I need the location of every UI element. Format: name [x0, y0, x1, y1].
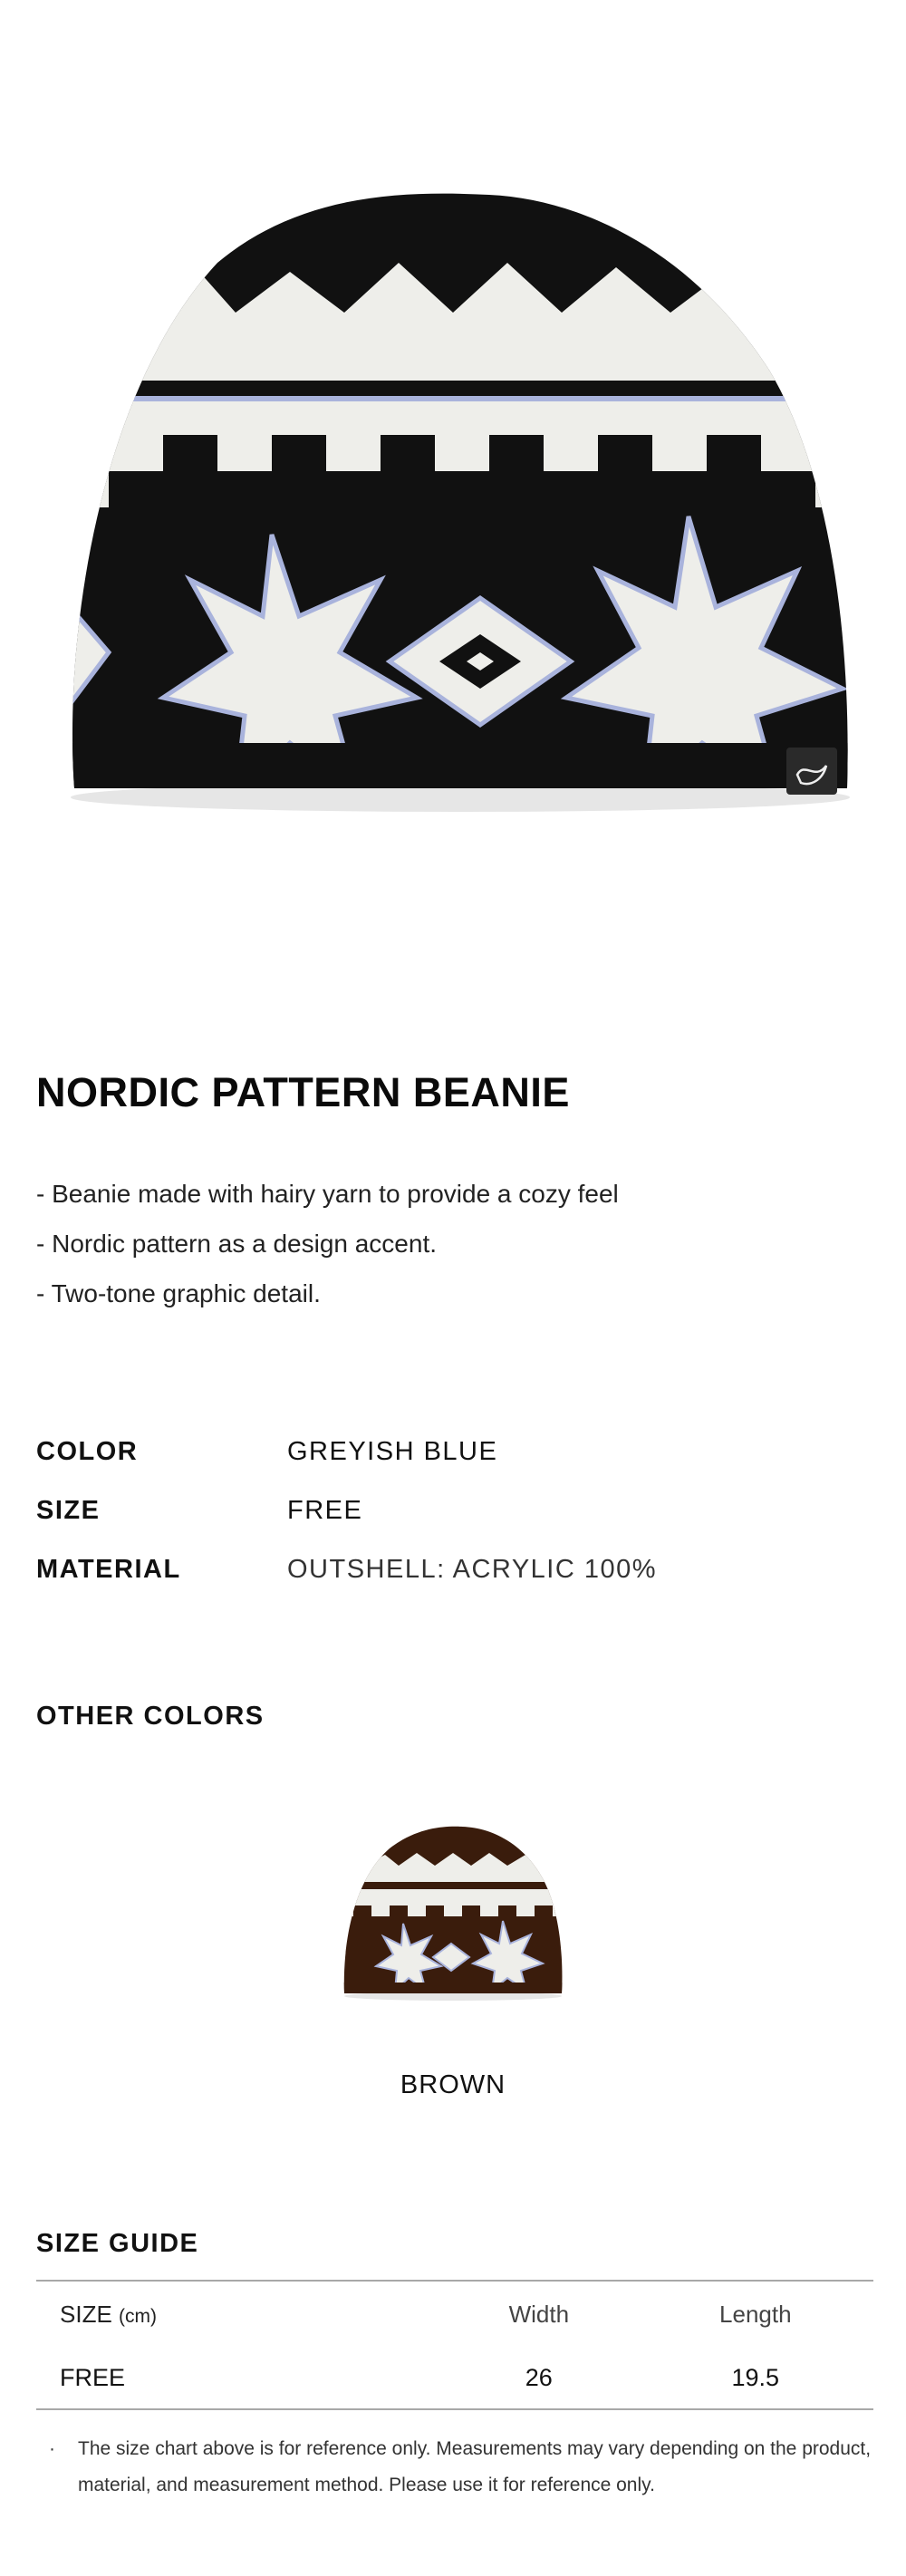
size-guide-title: SIZE GUIDE	[36, 2229, 199, 2258]
product-title: NORDIC PATTERN BEANIE	[36, 1069, 570, 1115]
spec-label: COLOR	[36, 1437, 139, 1466]
product-image	[0, 0, 906, 997]
color-swatch-brown[interactable]	[335, 1808, 571, 2016]
other-colors-title: OTHER COLORS	[36, 1702, 265, 1731]
color-swatch-label: BROWN	[400, 2070, 506, 2099]
header-length: Length	[638, 2281, 873, 2347]
cell-length: 19.5	[638, 2347, 873, 2409]
spec-value: GREYISH BLUE	[287, 1437, 498, 1466]
note-bullet: ·	[49, 2438, 55, 2459]
size-guide-note	[36, 2431, 879, 2504]
spec-value: FREE	[287, 1496, 363, 1525]
spec-row-color	[36, 1423, 657, 1481]
cell-size: FREE	[36, 2347, 440, 2409]
product-description	[36, 1169, 619, 1318]
spec-row-size	[36, 1481, 657, 1540]
beanie-illustration	[0, 0, 906, 997]
description-line: - Beanie made with hairy yarn to provide a cozy feel	[36, 1180, 619, 1208]
spec-value: OUTSHELL: ACRYLIC 100%	[287, 1555, 658, 1584]
spec-label: SIZE	[36, 1496, 101, 1525]
header-size	[36, 2281, 440, 2347]
note-text: The size chart above is for reference only. Measurements may vary depending on the product, material, and measurement method. Please use it for reference only.	[78, 2438, 872, 2495]
cell-width: 26	[440, 2347, 638, 2409]
table-row	[36, 2347, 873, 2409]
table-header-row	[36, 2281, 873, 2347]
bird-logo-icon	[786, 748, 837, 795]
product-specs	[36, 1423, 657, 1599]
spec-row-material	[36, 1540, 657, 1599]
description-line: - Nordic pattern as a design accent.	[36, 1230, 438, 1258]
description-line: - Two-tone graphic detail.	[36, 1279, 321, 1307]
size-guide-table	[36, 2280, 873, 2410]
brown-beanie-thumbnail	[335, 1808, 571, 2016]
header-size-unit: (cm)	[119, 2305, 158, 2327]
header-size-label: SIZE	[60, 2300, 112, 2328]
header-width: Width	[440, 2281, 638, 2347]
spec-label: MATERIAL	[36, 1555, 181, 1584]
